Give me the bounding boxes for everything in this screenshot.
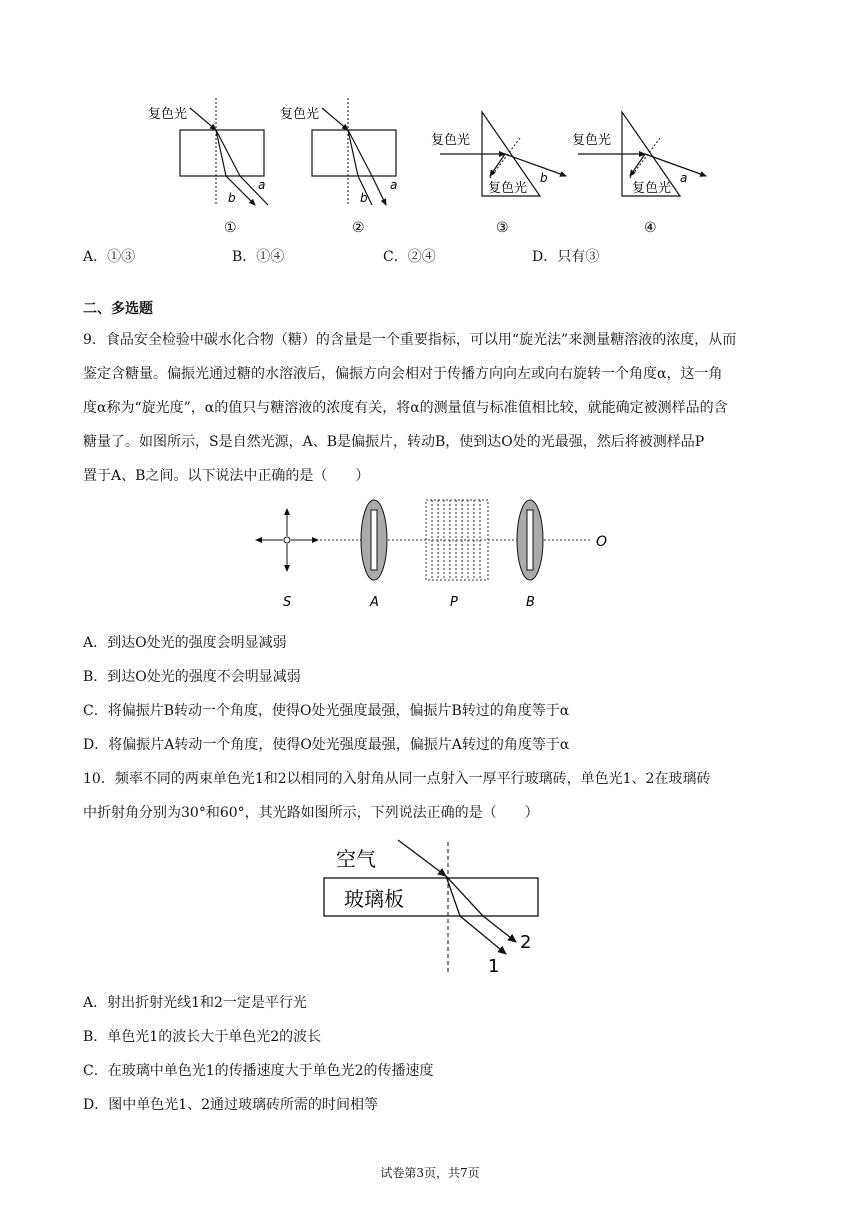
svg-text:P: P: [450, 595, 458, 610]
q10-option-c: C．在玻璃中单色光1的传播速度大于单色光2的传播速度: [83, 1063, 434, 1079]
q8-figures: [0, 0, 860, 240]
q9-line-3: 度α称为“旋光度”，α的值只与糖溶液的浓度有关，将α的测量值与标准值相比较，就能确定被测样品的含: [83, 400, 728, 416]
fig1-label: 复色光: [148, 107, 188, 122]
q9-option-d: D．将偏振片A转动一个角度，使得O处光强度最强，偏振片A转过的角度等于α: [83, 737, 570, 753]
svg-text:①: ①: [224, 220, 237, 236]
q8-option-a: A．①③: [83, 249, 136, 265]
glass-plate-diagram: [310, 832, 570, 982]
q10-option-a: A．射出折射光线1和2一定是平行光: [83, 995, 307, 1011]
svg-text:②: ②: [352, 220, 365, 236]
figure-3: [431, 112, 566, 236]
svg-text:1: 1: [488, 956, 500, 977]
page-footer: 试卷第3页，共7页: [380, 1166, 480, 1180]
air-label: 空气: [336, 847, 376, 871]
figure-2: [280, 98, 397, 236]
svg-text:b: b: [360, 191, 368, 205]
q9-line-4: 糖量了。如图所示，S是自然光源，A、B是偏振片，转动B，使到达O处的光最强，然后将被测样品P: [83, 434, 705, 450]
q9-option-c: C．将偏振片B转动一个角度，使得O处光强度最强，偏振片B转过的角度等于α: [83, 703, 570, 719]
q9-line-5: 置于A、B之间。以下说法中正确的是（ ）: [83, 468, 370, 484]
section-title: 二、多选题: [83, 301, 153, 317]
svg-text:a: a: [390, 178, 398, 192]
svg-text:S: S: [283, 595, 292, 610]
figure-1: [148, 98, 268, 236]
q9-option-a: A．到达O处光的强度会明显减弱: [83, 635, 287, 651]
svg-text:b: b: [540, 171, 548, 185]
q10-line-1: 10．频率不同的两束单色光1和2以相同的入射角从同一点射入一厚平行玻璃砖，单色光1、2在玻璃砖: [83, 771, 711, 787]
svg-text:③: ③: [496, 220, 509, 236]
q9-line-2: 鉴定含糖量。偏振光通过糖的水溶液后，偏振方向会相对于传播方向向左或向右旋转一个角度α，这一角: [83, 366, 723, 382]
svg-text:复色光: 复色光: [280, 107, 320, 122]
svg-text:O: O: [596, 534, 608, 550]
svg-text:B: B: [526, 595, 535, 610]
q8-option-b: B．①④: [232, 249, 285, 265]
q9-line-1: 9．食品安全检验中碳水化合物（糖）的含量是一个重要指标，可以用“旋光法”来测量糖溶液的浓度，从而: [83, 332, 737, 348]
svg-text:b: b: [228, 191, 236, 205]
q9-option-b: B．到达O处光的强度不会明显减弱: [83, 669, 301, 685]
q10-option-d: D．图中单色光1、2通过玻璃砖所需的时间相等: [83, 1097, 379, 1113]
figure-4: [572, 112, 706, 236]
svg-text:2: 2: [520, 932, 532, 953]
svg-text:复色光: 复色光: [431, 133, 471, 148]
q10-line-2: 中折射角分别为30°和60°，其光路如图所示，下列说法正确的是（ ）: [83, 805, 539, 821]
svg-text:复色光: 复色光: [632, 181, 672, 196]
svg-text:复色光: 复色光: [572, 133, 612, 148]
svg-text:a: a: [258, 178, 266, 192]
q8-option-c: C．②④: [383, 249, 436, 265]
polarizer-diagram: [240, 495, 640, 615]
svg-text:A: A: [370, 595, 379, 610]
q8-option-d: D．只有③: [532, 249, 600, 265]
svg-text:④: ④: [644, 220, 657, 236]
q10-option-b: B．单色光1的波长大于单色光2的波长: [83, 1029, 322, 1045]
svg-text:a: a: [680, 171, 688, 185]
glass-label: 玻璃板: [344, 887, 404, 911]
svg-text:复色光: 复色光: [488, 181, 528, 196]
